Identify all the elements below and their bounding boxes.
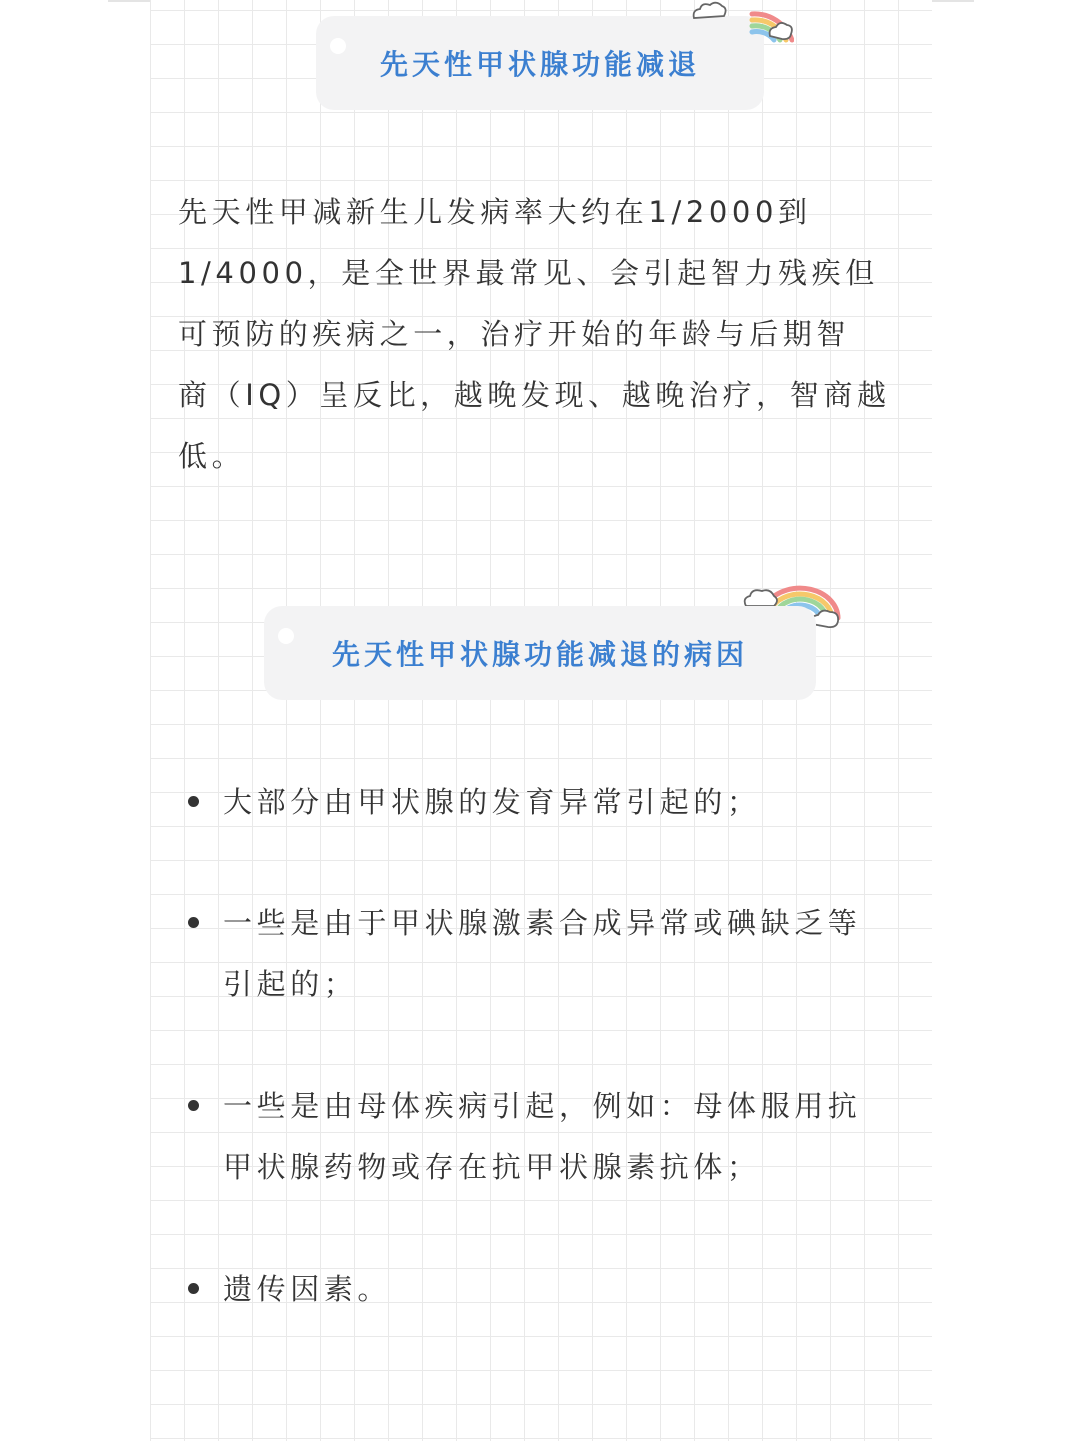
section-title: 先天性甲状腺功能减退的病因 — [331, 638, 748, 671]
bullet-icon — [188, 1283, 199, 1294]
list-item-line: 遗传因素。 — [223, 1272, 392, 1306]
intro-paragraph — [178, 182, 902, 487]
paragraph-line: 1/4000，是全世界最常见、会引起智力残疾但 — [178, 256, 879, 290]
paragraph-line: 商（IQ）呈反比，越晚发现、越晚治疗，智商越 — [178, 378, 891, 412]
list-item-line: 甲状腺药物或存在抗甲状腺素抗体； — [223, 1150, 761, 1184]
list-item-line: 一些是由母体疾病引起，例如：母体服用抗 — [223, 1089, 862, 1123]
bullet-icon — [188, 917, 199, 928]
list-item-line: 引起的； — [223, 967, 358, 1001]
bullet-icon — [188, 1100, 199, 1111]
paragraph-line: 低。 — [178, 439, 246, 473]
paragraph-line: 可预防的疾病之一，治疗开始的年龄与后期智 — [178, 317, 851, 351]
paragraph-line: 先天性甲减新生儿发病率大约在1/2000到 — [178, 195, 812, 229]
list-item-line: 一些是由于甲状腺激素合成异常或碘缺乏等 — [223, 906, 862, 940]
bullet-icon — [188, 796, 199, 807]
list-item-text — [223, 893, 861, 1015]
section-title: 先天性甲状腺功能减退 — [379, 48, 700, 81]
list-item-line: 大部分由甲状腺的发育异常引起的； — [223, 785, 761, 819]
heading-decor-dot — [330, 38, 346, 54]
list-item-text — [223, 1259, 391, 1320]
heading-decor-dot — [278, 628, 294, 644]
section-heading-box — [264, 606, 816, 700]
rainbow-cloud-icon — [690, 0, 794, 44]
list-item-text — [223, 772, 761, 833]
list-item-text — [223, 1076, 861, 1198]
